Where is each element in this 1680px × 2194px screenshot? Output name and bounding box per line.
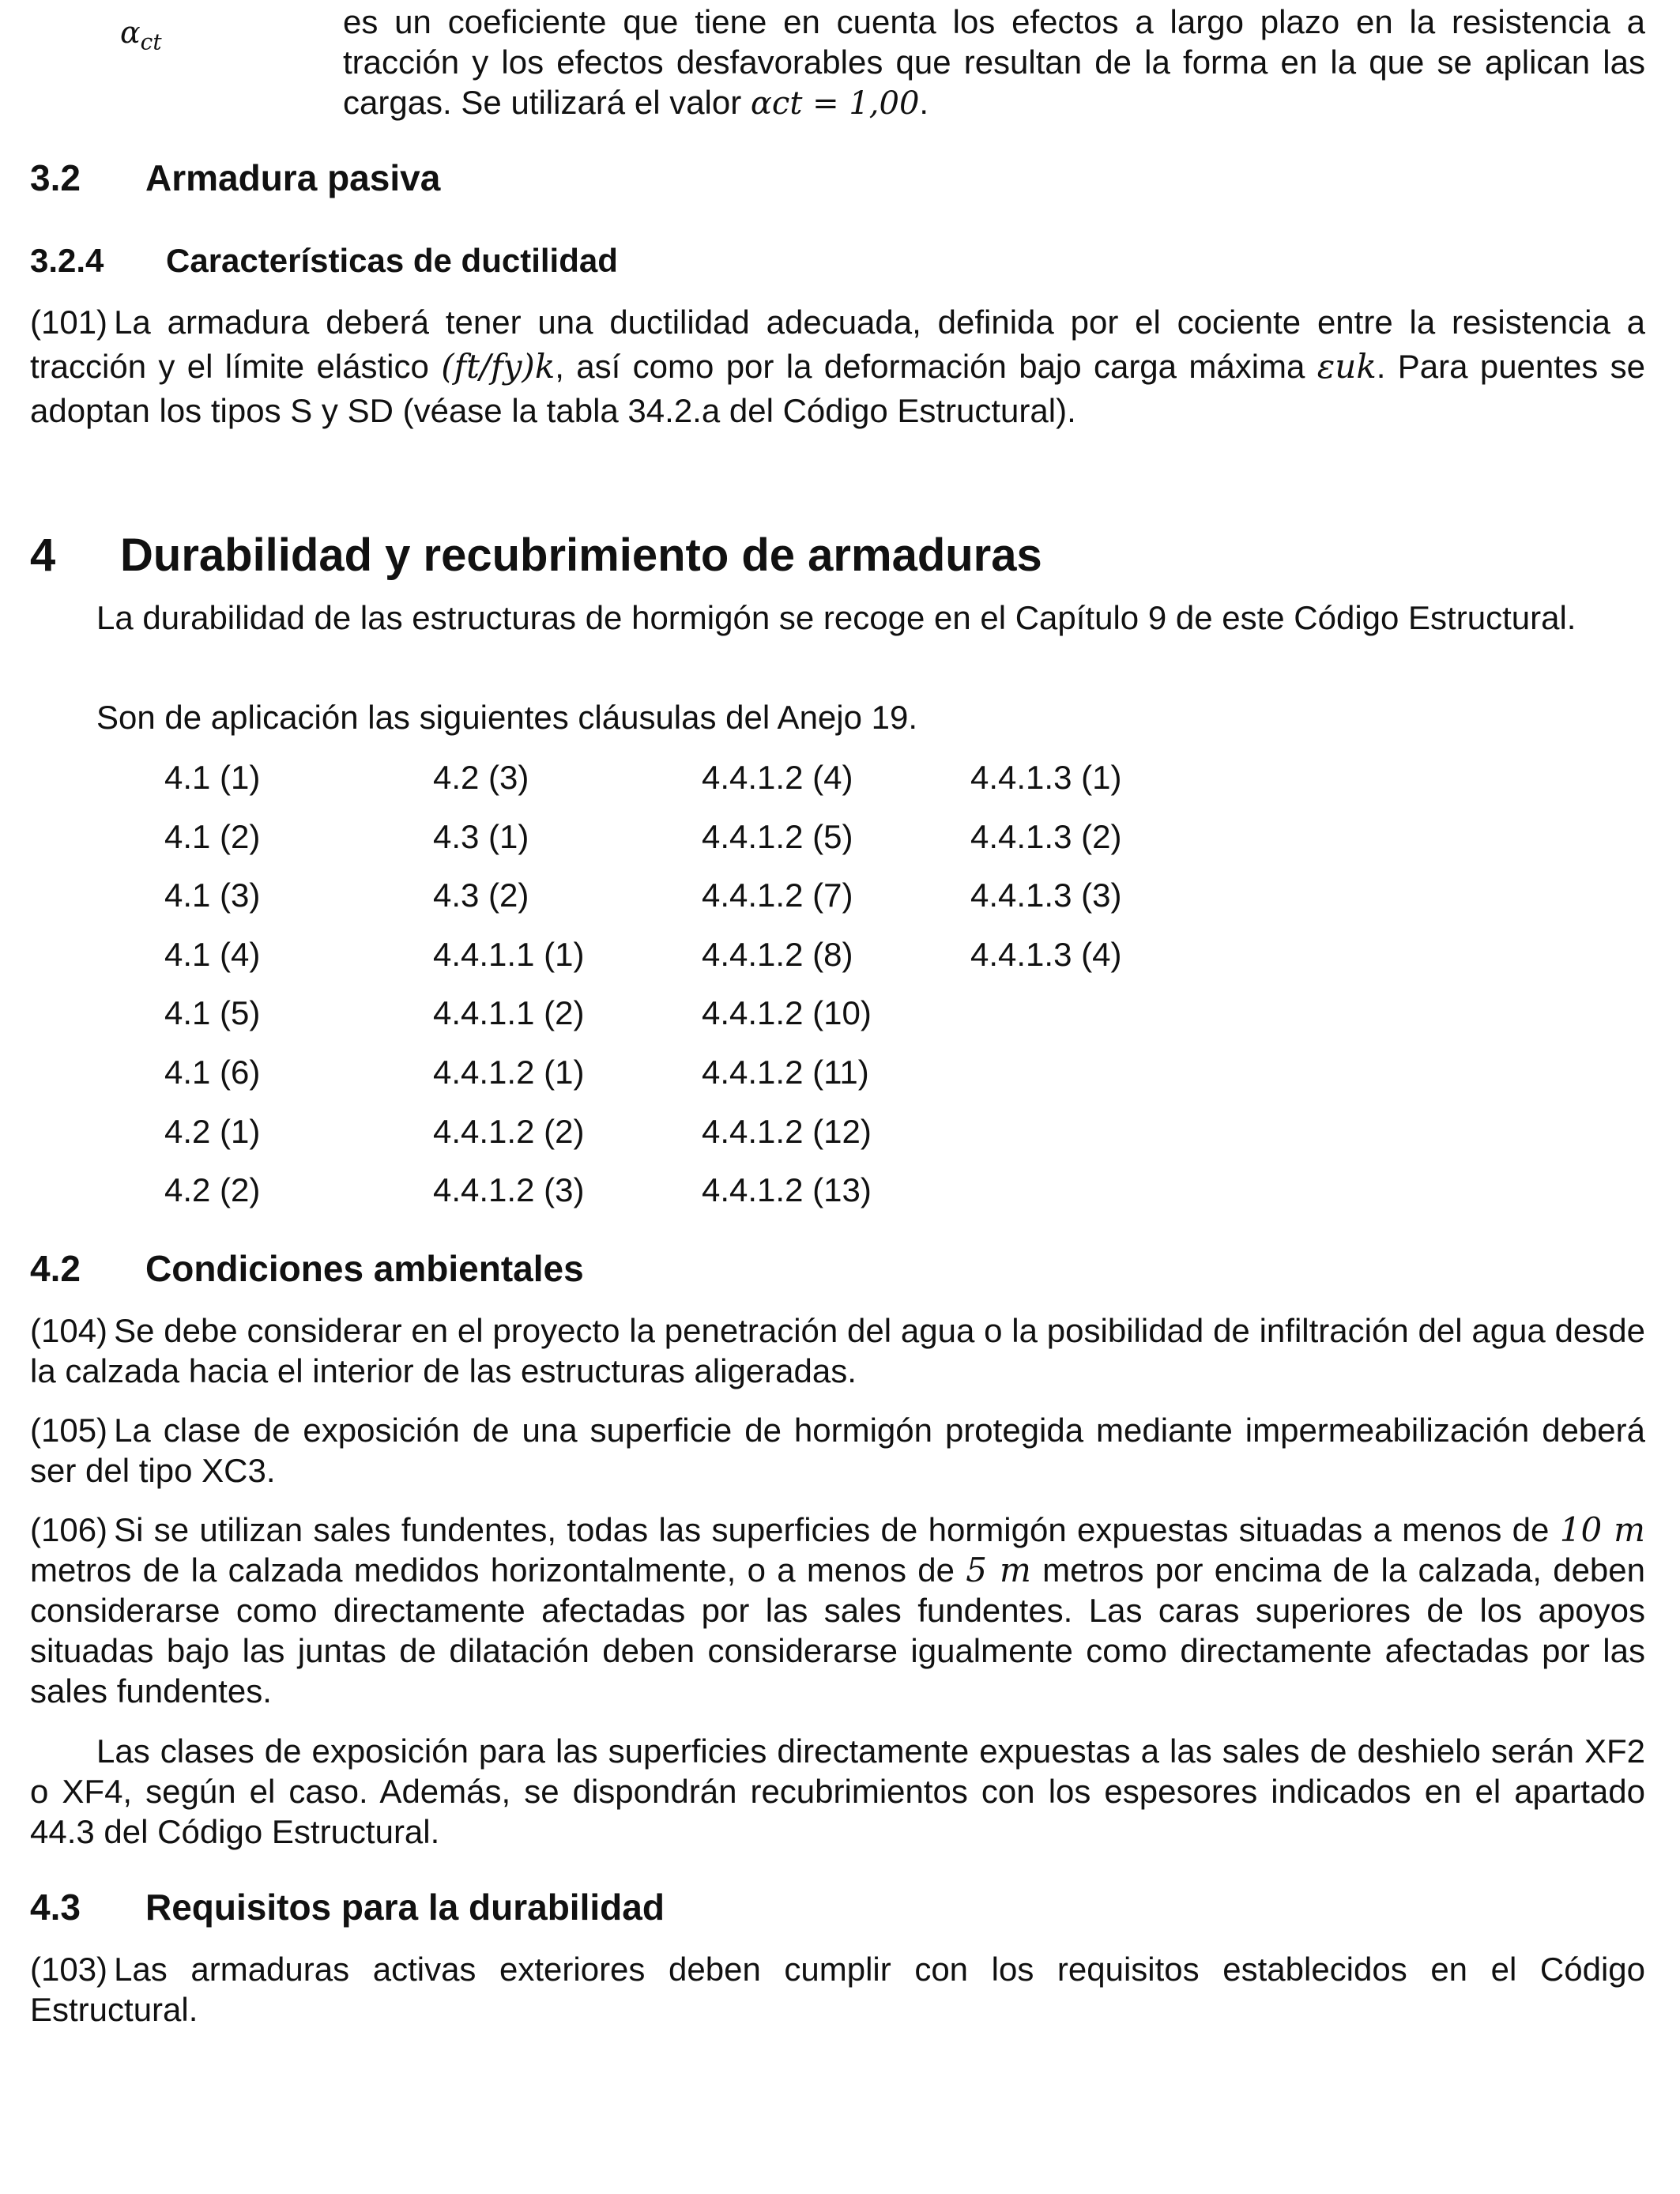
clause-item: 4.1 (4) [164, 935, 261, 973]
clause-item: 4.2 (1) [164, 1112, 261, 1150]
clause-column-1 [164, 757, 433, 1229]
clause-item: 4.2 (2) [164, 1171, 261, 1209]
clause-item: 4.4.1.2 (10) [702, 994, 872, 1032]
clause-item: 4.1 (6) [164, 1053, 261, 1091]
clause-item: 4.2 (3) [433, 759, 529, 796]
clause-item: 4.4.1.3 (4) [970, 935, 1122, 973]
clause-item: 4.3 (2) [433, 876, 529, 914]
section-heading-4-3: 4.3 Requisitos para la durabilidad [30, 1887, 665, 1928]
paragraph-103: (103) Las armaduras activas exteriores deben cumplir con los requisitos establecidos en el Código Estructural. [30, 1951, 1645, 2028]
clause-item: 4.1 (1) [164, 759, 261, 796]
clause-item: 4.1 (3) [164, 876, 261, 914]
paragraph-106: (106) Si se utilizan sales fundentes, todas las superficies de hormigón expuestas situadas a menos de 10 m metros de la calzada medidos horizontalmente, o a menos de 5 m metros por encima de la calzada, deben considerarse como directamente afectadas por las sales fundentes. Las caras superiores de los apoyos situadas bajo las juntas de dilatación deben considerarse igualmente como directamente afectadas por las sales fundentes. [30, 1510, 1646, 1710]
chapter-heading-4: 4 Durabilidad y recubrimiento de armaduras [30, 530, 1042, 581]
clause-item: 4.4.1.2 (13) [702, 1171, 872, 1209]
clause-item: 4.4.1.1 (2) [433, 994, 585, 1032]
clause-item: 4.3 (1) [433, 817, 529, 855]
clause-item: 4.4.1.2 (12) [702, 1112, 872, 1150]
clause-item: 4.4.1.2 (4) [702, 759, 853, 796]
clause-item: 4.4.1.3 (3) [970, 876, 1122, 914]
clause-item: 4.4.1.2 (1) [433, 1053, 585, 1091]
definition-symbol: $\alpha_{ct}$ [120, 15, 162, 55]
clause-column-2 [433, 757, 702, 1229]
clause-item: 4.1 (2) [164, 817, 261, 855]
clause-item: 4.1 (5) [164, 994, 261, 1032]
section-heading-3-2-4: 3.2.4 Características de ductilidad [30, 242, 618, 279]
definition-value: αct = 1,00 [750, 85, 920, 122]
paragraph-101: (101) La armadura deberá tener una ductilidad adecuada, definida por el cociente entre la resistencia a tracción y el límite elástico (ft/fy)k, así como por la deformación bajo carga máxima εuk. Para puentes se adoptan los tipos S y SD (véase la tabla 34.2.a del Código Estructural). [30, 303, 1645, 429]
clause-item: 4.4.1.3 (1) [970, 759, 1122, 796]
section-heading-4-2: 4.2 Condiciones ambientales [30, 1248, 584, 1289]
clause-item: 4.4.1.2 (5) [702, 817, 853, 855]
clauses-intro: Son de aplicación las siguientes cláusulas del Anejo 19. [96, 699, 918, 736]
clause-item: 4.4.1.2 (11) [702, 1053, 869, 1091]
paragraph-105: (105) La clase de exposición de una superficie de hormigón protegida mediante impermeabilización deberá ser del tipo XC3. [30, 1412, 1645, 1489]
definition-block [30, 2, 1645, 128]
clause-column-4 [970, 757, 1239, 993]
strain-symbol: εuk [1317, 347, 1377, 386]
clause-item: 4.4.1.2 (7) [702, 876, 853, 914]
section-heading-3-2: 3.2 Armadura pasiva [30, 157, 441, 198]
intro-paragraph: La durabilidad de las estructuras de hormigón se recoge en el Capítulo 9 de este Código Estructural. [96, 599, 1576, 636]
clause-item: 4.4.1.3 (2) [970, 817, 1122, 855]
distance-horizontal: 10 m [1559, 1510, 1646, 1549]
clause-column-3 [702, 757, 970, 1229]
clause-item: 4.4.1.1 (1) [433, 935, 585, 973]
paragraph-106-continuation: Las clases de exposición para las superficies directamente expuestas a las sales de deshielo serán XF2 o XF4, según el caso. Además, se dispondrán recubrimientos con los espesores indicados en el apartado 44.3 del Código Estructural. [30, 1732, 1645, 1850]
definition-text: es un coeficiente que tiene en cuenta los efectos a largo plazo en la resistencia a tracción y los efectos desfavorables que resultan de la forma en la que se aplican las cargas. Se utilizará el valor αct = 1,00. [343, 3, 1645, 122]
ratio-formula: (ft/fy)k [441, 347, 556, 386]
clause-item: 4.4.1.2 (8) [702, 935, 853, 973]
clause-item: 4.4.1.2 (2) [433, 1112, 585, 1150]
clause-item: 4.4.1.2 (3) [433, 1171, 585, 1209]
paragraph-104: (104) Se debe considerar en el proyecto la penetración del agua o la posibilidad de infiltración del agua desde la calzada hacia el interior de las estructuras aligeradas. [30, 1312, 1645, 1389]
distance-vertical: 5 m [966, 1551, 1031, 1589]
